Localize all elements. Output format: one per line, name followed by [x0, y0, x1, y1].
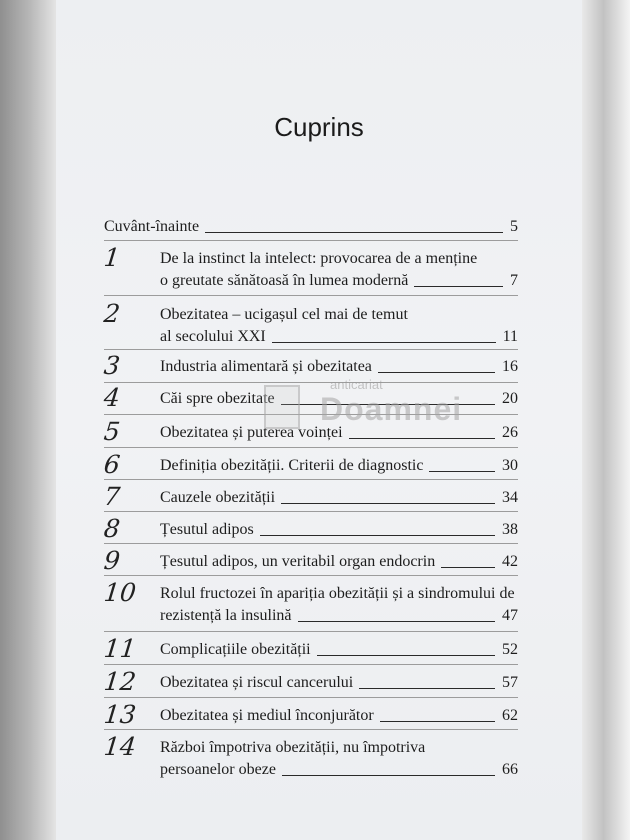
toc-entry-line: [160, 270, 518, 292]
toc-separator: [104, 240, 518, 241]
chapter-number: 14: [102, 732, 138, 761]
toc-entry-chapter-6: [102, 450, 518, 479]
toc-separator: [104, 697, 518, 698]
toc-page-number: 47: [502, 607, 518, 624]
chapter-number: 6: [102, 450, 122, 479]
toc-page-number: 38: [502, 521, 518, 538]
toc-entry-label: Țesutul adipos, un veritabil organ endocrin: [160, 553, 436, 570]
toc-entry-label: Rolul fructozei în apariția obezității și a sindromului de: [160, 585, 515, 602]
toc-entry-line: [160, 705, 518, 727]
toc-entry-label: al secolului XXI: [160, 328, 266, 345]
toc-entry-label: rezistență la insulină: [160, 607, 292, 624]
toc-entry-label: Obezitatea – ucigașul cel mai de temut: [160, 306, 408, 323]
toc-entry-text: [160, 487, 518, 509]
toc-page-number: 30: [502, 457, 518, 474]
watermark-text-big: Doamnei: [320, 391, 463, 427]
toc-entry-chapter-2: [102, 299, 518, 348]
toc-leader-line: [281, 404, 495, 405]
toc-entry-chapter-11: [102, 634, 518, 663]
toc-entry-text: [160, 422, 518, 444]
toc-separator: [104, 382, 518, 383]
toc-entry-text: [160, 519, 518, 541]
toc-separator: [104, 349, 518, 350]
toc-page-number: 26: [502, 424, 518, 441]
toc-entry-line: [160, 487, 518, 509]
toc-separator: [104, 511, 518, 512]
toc-separator: [104, 447, 518, 448]
toc-page-number: 20: [502, 390, 518, 407]
toc-entry-label: Industria alimentară și obezitatea: [160, 358, 372, 375]
chapter-number: 1: [102, 243, 122, 272]
toc-entry-line: [160, 422, 518, 444]
toc-entry-label: Căi spre obezitate: [160, 390, 275, 407]
toc-entry-text: [160, 583, 518, 627]
toc-entry-chapter-3: [102, 351, 518, 380]
toc-entry-line: [160, 737, 518, 759]
toc-entry-chapter-14: [102, 732, 518, 781]
toc-separator: [104, 575, 518, 576]
chapter-number: 13: [102, 700, 138, 729]
chapter-number: 2: [102, 299, 122, 328]
toc-page-number: 34: [502, 489, 518, 506]
toc-entry-label: Definiția obezității. Criterii de diagnostic: [160, 457, 424, 474]
toc-entry-text: [160, 304, 518, 348]
chapter-number: 5: [102, 417, 122, 446]
toc-leader-line: [272, 342, 496, 343]
toc-entry-line: [160, 326, 518, 348]
toc-entry-line: [160, 248, 518, 270]
chapter-number: 3: [102, 351, 122, 380]
toc-leader-line: [429, 471, 495, 472]
toc-leader-line: [359, 688, 495, 689]
toc-entry-text: [104, 216, 518, 238]
toc-entry-label: o greutate sănătoasă în lumea modernă: [160, 272, 409, 289]
toc-page-number: 66: [502, 761, 518, 778]
toc-leader-line: [414, 286, 503, 287]
toc-entry-line: [160, 519, 518, 541]
toc-entry-text: [160, 551, 518, 573]
toc-entry-label: Complicațiile obezității: [160, 641, 311, 658]
toc-entry-line: [160, 759, 518, 781]
table-of-contents: [56, 0, 582, 840]
toc-entry-text: [160, 455, 518, 477]
toc-separator: [104, 295, 518, 296]
toc-leader-line: [282, 775, 495, 776]
toc-leader-line: [298, 621, 495, 622]
chapter-number: 12: [102, 667, 138, 696]
toc-entry-line: [160, 388, 518, 410]
toc-leader-line: [378, 372, 495, 373]
toc-leader-line: [205, 232, 503, 233]
toc-entry-label: Obezitatea și riscul cancerului: [160, 674, 354, 691]
toc-leader-line: [317, 655, 495, 656]
toc-entry-line: [160, 605, 518, 627]
toc-page-number: 16: [502, 358, 518, 375]
toc-separator: [104, 479, 518, 480]
toc-entry-line: [104, 216, 518, 238]
toc-entry-line: [160, 672, 518, 694]
toc-page-number: 57: [502, 674, 518, 691]
toc-leader-line: [349, 438, 495, 439]
toc-entry-text: [160, 737, 518, 781]
toc-page-number: 42: [502, 553, 518, 570]
toc-leader-line: [380, 721, 495, 722]
toc-entry-chapter-10: [102, 578, 518, 627]
page-edge-shadow: [582, 0, 630, 840]
chapter-number: 9: [102, 546, 122, 575]
toc-page-number: 11: [502, 328, 518, 345]
toc-separator: [104, 664, 518, 665]
toc-entry-label: persoanelor obeze: [160, 761, 276, 778]
toc-leader-line: [281, 503, 495, 504]
toc-page-number: 7: [510, 272, 518, 289]
toc-entry-text: [160, 672, 518, 694]
toc-entry-label: De la instinct la intelect: provocarea de a menține: [160, 250, 478, 267]
toc-entry-text: [160, 705, 518, 727]
toc-leader-line: [260, 535, 495, 536]
toc-entry-line: [160, 639, 518, 661]
toc-separator: [104, 729, 518, 730]
toc-page-number: 5: [510, 218, 518, 235]
toc-separator: [104, 414, 518, 415]
toc-entry-chapter-9: [102, 546, 518, 575]
toc-entry-chapter-8: [102, 514, 518, 543]
toc-entry-text: [160, 248, 518, 292]
page-title: Cuprins: [274, 112, 364, 142]
toc-entry-chapter-1: [102, 243, 518, 292]
toc-entry-chapter-12: [102, 667, 518, 696]
book-page: [56, 0, 582, 840]
toc-entry-label: Țesutul adipos: [160, 521, 254, 538]
toc-entry-line: [160, 455, 518, 477]
toc-entry-text: [160, 388, 518, 410]
toc-entry-chapter-7: [102, 482, 518, 511]
toc-entry-label: Cauzele obezității: [160, 489, 276, 506]
toc-page-number: 52: [502, 641, 518, 658]
chapter-number: 10: [102, 578, 138, 607]
chapter-number: 4: [102, 383, 122, 412]
toc-entry-chapter-13: [102, 700, 518, 729]
watermark-text-small: anticariat: [330, 377, 383, 392]
toc-entry-line: [160, 551, 518, 573]
toc-leader-line: [441, 567, 495, 568]
toc-entry-text: [160, 639, 518, 661]
toc-entry-label: Război împotriva obezității, nu împotriva: [160, 739, 426, 756]
toc-entry-label: Cuvânt-înainte: [104, 218, 200, 235]
toc-entry-chapter-5: [102, 417, 518, 446]
chapter-number: 8: [102, 514, 122, 543]
toc-entry-label: Obezitatea și mediul înconjurător: [160, 707, 374, 724]
toc-page-number: 62: [502, 707, 518, 724]
toc-entry-line: [160, 583, 518, 605]
chapter-number: 11: [102, 634, 138, 663]
toc-entry-label: Obezitatea și puterea voinței: [160, 424, 343, 441]
toc-entry-text: [160, 356, 518, 378]
chapter-number: 7: [102, 482, 122, 511]
book-spine-shadow: [0, 0, 56, 840]
toc-entry-line: [160, 356, 518, 378]
toc-entry-line: [160, 304, 518, 326]
toc-entry-foreword: [104, 216, 518, 238]
toc-separator: [104, 631, 518, 632]
toc-separator: [104, 543, 518, 544]
